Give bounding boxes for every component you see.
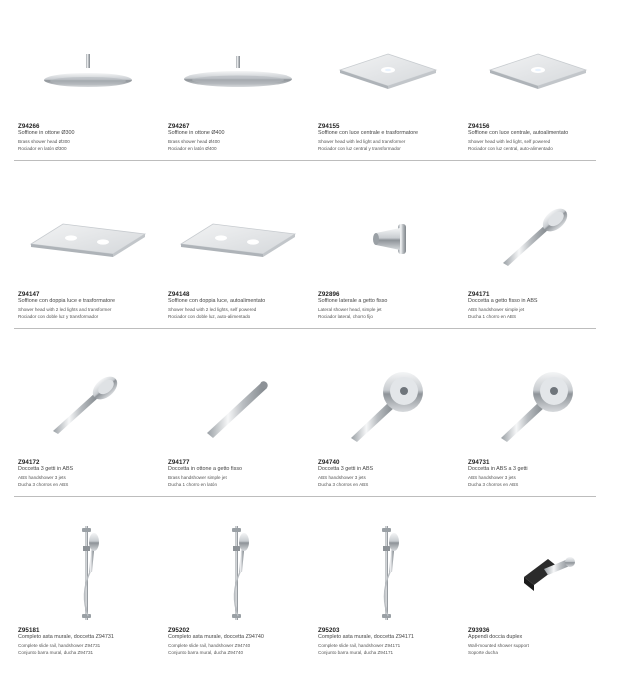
description-spanish: Ducha 3 chorros en ABS: [318, 481, 369, 487]
product-text: [318, 459, 373, 488]
description-spanish: Soporte ducha: [468, 649, 498, 655]
large-handshower-icon: [464, 356, 612, 456]
description-italian: Completo asta murale, doccetta Z94731: [18, 634, 114, 640]
description-italian: Doccetta a getto fisso in ABS: [468, 298, 538, 304]
product-code: Z95203: [318, 627, 340, 634]
description-italian: Completo asta murale, doccetta Z94740: [168, 634, 264, 640]
description-italian: Appendi doccia duplex: [468, 634, 523, 640]
wall-shower-support-icon: [464, 524, 612, 624]
description-spanish: Ducha 1 chorro en ABS: [468, 313, 517, 319]
handshower-icon: [14, 356, 162, 456]
product-code: Z93936: [468, 627, 490, 634]
product-code: Z94177: [168, 459, 190, 466]
lateral-body-jet-icon: [314, 188, 462, 288]
description-italian: Completo asta murale, doccetta Z94171: [318, 634, 414, 640]
rectangular-double-led-shower-head-icon: [164, 188, 312, 288]
product-code: Z94740: [318, 459, 340, 466]
product-code: Z94731: [468, 459, 490, 466]
description-spanish: Conjunto barra mural, ducha Z94171: [318, 649, 394, 655]
product-code: Z94172: [18, 459, 40, 466]
product-text: [168, 459, 242, 488]
product-text: [18, 123, 75, 152]
square-led-shower-head-icon: [314, 20, 462, 120]
description-english: Wall-mounted shower support: [468, 642, 529, 648]
description-english: Shower head with led light and transformer: [318, 138, 406, 144]
product-code: Z94267: [168, 123, 190, 130]
rectangular-double-led-shower-head-icon: [14, 188, 162, 288]
stick-handshower-icon: [164, 356, 312, 456]
product-code: Z94171: [468, 291, 490, 298]
description-spanish: Rociador lateral, chorro fijo: [318, 313, 373, 319]
description-italian: Soffione con luce centrale e trasformatore: [318, 130, 418, 136]
product-code: Z95202: [168, 627, 190, 634]
description-spanish: Rociador en latón Ø300: [18, 145, 67, 151]
description-italian: Doccetta 3 getti in ABS: [318, 466, 374, 472]
product-text: [468, 123, 568, 152]
large-handshower-icon: [314, 356, 462, 456]
product-text: [168, 627, 264, 656]
description-italian: Soffione in ottone Ø400: [168, 130, 225, 136]
product-text: [18, 627, 114, 656]
description-spanish: Ducha 3 chorros en ABS: [18, 481, 69, 487]
product-text: [168, 123, 225, 152]
product-code: Z94156: [468, 123, 490, 130]
product-code: Z95181: [18, 627, 40, 634]
description-english: Shower head with 2 led lights, self powered: [168, 306, 257, 312]
product-code: Z92896: [318, 291, 340, 298]
slide-rail-kit-icon: [14, 524, 162, 624]
row-divider: [14, 328, 596, 329]
row-divider: [14, 496, 596, 497]
description-spanish: Rociador con doble luz y transformador: [18, 313, 99, 319]
description-english: Brass shower head Ø300: [18, 138, 70, 144]
product-text: [168, 291, 265, 320]
description-spanish: Rociador en latón Ø400: [168, 145, 217, 151]
product-text: [468, 627, 529, 656]
product-code: Z94266: [18, 123, 40, 130]
description-english: Shower head with led light, self powered: [468, 138, 551, 144]
product-text: [18, 291, 115, 320]
description-spanish: Rociador con doble luz, auto-alimentado: [168, 313, 251, 319]
description-spanish: Rociador con luz central y transformador: [318, 145, 401, 151]
product-code: Z94155: [318, 123, 340, 130]
description-italian: Doccetta 3 getti in ABS: [18, 466, 74, 472]
description-english: ABS handshower 3 jets: [468, 474, 516, 480]
description-italian: Soffione con luce centrale, autoalimentato: [468, 130, 569, 136]
description-english: Brass handshower simple jet: [168, 474, 227, 480]
round-shower-head-small-icon: [14, 20, 162, 120]
description-italian: Doccetta in ottone a getto fisso: [168, 466, 243, 472]
description-english: Shower head with 2 led lights and transformer: [18, 306, 112, 312]
product-code: Z94147: [18, 291, 40, 298]
row-divider: [14, 160, 596, 161]
round-shower-head-large-icon: [164, 20, 312, 120]
product-text: [318, 627, 414, 656]
handshower-icon: [464, 188, 612, 288]
product-text: [468, 291, 538, 320]
description-spanish: Ducha 3 chorros en ABS: [468, 481, 519, 487]
description-italian: Soffione laterale a getto fisso: [318, 298, 388, 304]
description-english: ABS handshower 3 jets: [18, 474, 66, 480]
description-spanish: Conjunto barra mural, ducha Z94731: [18, 649, 94, 655]
product-text: [468, 459, 528, 488]
description-english: Lateral shower head, simple jet: [318, 306, 382, 312]
description-italian: Soffione con doppia luce, autoalimentato: [168, 298, 266, 304]
slide-rail-kit-icon: [314, 524, 462, 624]
product-text: [318, 123, 418, 152]
product-text: [318, 291, 387, 320]
description-english: Complete slide rail, handshower Z94171: [318, 642, 401, 648]
description-italian: Doccetta in ABS a 3 getti: [468, 466, 528, 472]
description-english: Complete slide rail, handshower Z94731: [18, 642, 101, 648]
description-english: ABS handshower 3 jets: [318, 474, 366, 480]
description-english: ABS handshower simple jet: [468, 306, 525, 312]
product-text: [18, 459, 73, 488]
description-italian: Soffione con doppia luce e trasformatore: [18, 298, 115, 304]
slide-rail-kit-icon: [164, 524, 312, 624]
description-english: Complete slide rail, handshower Z94740: [168, 642, 251, 648]
square-led-shower-head-icon: [464, 20, 612, 120]
description-italian: Soffione in ottone Ø300: [18, 130, 75, 136]
description-spanish: Rociador con luz central, auto-alimentado: [468, 145, 553, 151]
description-spanish: Ducha 1 chorro en latón: [168, 481, 218, 487]
description-spanish: Conjunto barra mural, ducha Z94740: [168, 649, 244, 655]
description-english: Brass shower head Ø400: [168, 138, 220, 144]
product-code: Z94148: [168, 291, 190, 298]
